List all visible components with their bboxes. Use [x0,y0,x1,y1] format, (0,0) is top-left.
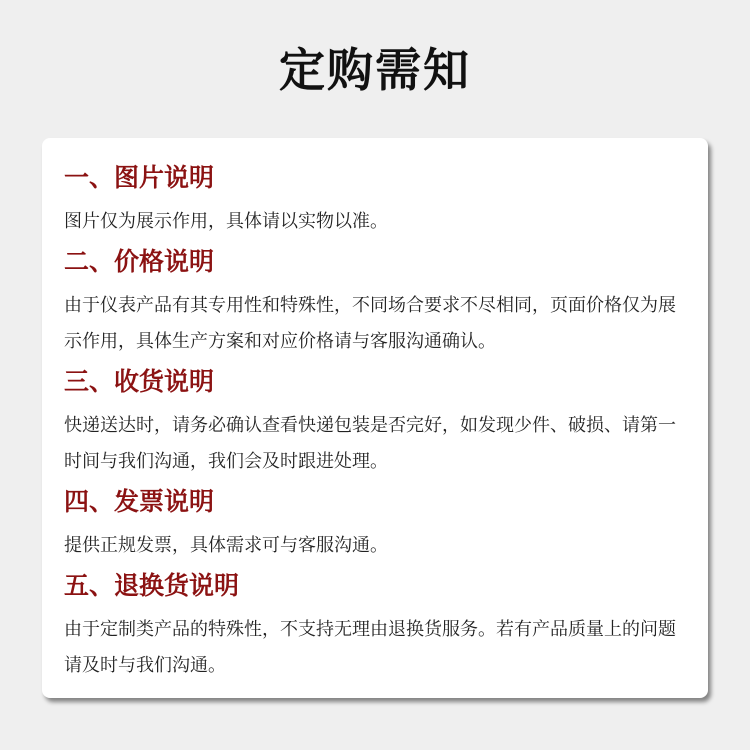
section-heading: 四、发票说明 [64,487,215,516]
section-invoice-notice [64,484,686,564]
section-heading: 二、价格说明 [64,247,215,276]
section-body: 图片仅为展示作用，具体请以实物以准。 [64,211,388,232]
page-title: 定购需知 [279,43,471,97]
section-image-notice [64,160,686,240]
section-return-notice [64,568,686,684]
section-body: 提供正规发票，具体需求可与客服沟通。 [64,535,388,556]
notice-card [42,138,708,698]
section-heading: 三、收货说明 [64,367,215,396]
section-heading: 五、退换货说明 [64,571,240,600]
section-delivery-notice [64,364,686,480]
section-heading: 一、图片说明 [64,163,215,192]
section-body: 快递送达时，请务必确认查看快递包装是否完好，如发现少件、破损、请第一时间与我们沟通，我们会及时跟进处理。 [64,415,676,472]
section-body: 由于仪表产品有其专用性和特殊性，不同场合要求不尽相同，页面价格仅为展示作用，具体生产方案和对应价格请与客服沟通确认。 [64,295,676,352]
section-price-notice [64,244,686,360]
section-body: 由于定制类产品的特殊性，不支持无理由退换货服务。若有产品质量上的问题请及时与我们沟通。 [64,619,676,676]
